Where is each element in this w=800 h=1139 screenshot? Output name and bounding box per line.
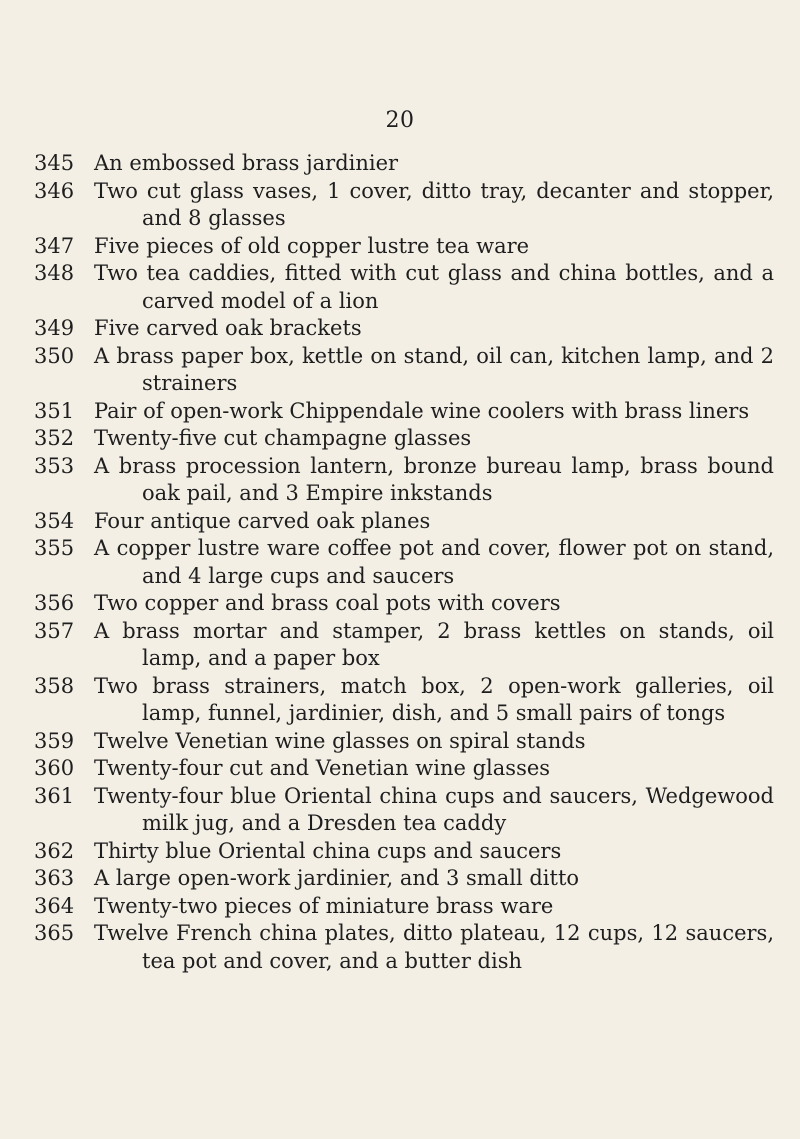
lot-description: Two tea caddies, fitted with cut glass and china bottles, and a carved model of a lion (94, 261, 774, 313)
lot-number: 361 (34, 783, 75, 808)
lot-number: 352 (34, 426, 75, 450)
lot-entry (34, 535, 774, 590)
lot-number: 353 (34, 453, 75, 478)
lot-number: 348 (34, 261, 75, 285)
lot-description: Two brass strainers, match box, 2 open-work galleries, oil lamp, funnel, jardinier, dish, and 5 small pairs of tongs (94, 673, 774, 725)
lot-description: Twelve French china plates, ditto plateau, 12 cups, 12 saucers, tea pot and cover, and a butter dish (94, 921, 774, 973)
lot-number: 345 (34, 151, 75, 175)
lot-entry (34, 673, 774, 728)
lot-number: 354 (34, 508, 75, 533)
page-number: 20 (385, 108, 415, 133)
lot-number: 360 (34, 756, 75, 780)
lot-entry (34, 343, 774, 398)
lot-entry (34, 865, 774, 893)
lot-number: 350 (34, 343, 75, 368)
lot-description: A large open-work jardinier, and 3 small ditto (94, 866, 580, 890)
lot-number: 358 (34, 673, 75, 698)
lot-description-wrap (94, 535, 774, 590)
lot-description-wrap (94, 783, 774, 838)
lot-description-wrap (94, 150, 774, 178)
lot-description-wrap (94, 920, 774, 975)
lot-entry (34, 425, 774, 453)
lot-description-wrap (94, 865, 774, 893)
lot-entry (34, 150, 774, 178)
lot-description: An embossed brass jardinier (94, 151, 399, 175)
lot-description: Twelve Venetian wine glasses on spiral stands (94, 728, 586, 753)
lot-number: 351 (34, 398, 75, 423)
lot-entry (34, 398, 774, 426)
lot-description-wrap (94, 893, 774, 921)
lot-entry (34, 783, 774, 838)
lot-description: Twenty-four cut and Venetian wine glasses (94, 756, 551, 780)
lot-entry (34, 508, 774, 536)
lot-description-wrap (94, 508, 774, 536)
lot-number: 363 (34, 866, 75, 890)
lot-description-wrap (94, 315, 774, 343)
lot-description-wrap (94, 233, 774, 261)
lot-description: A brass procession lantern, bronze bureau lamp, brass bound oak pail, and 3 Empire inkstands (94, 453, 774, 505)
lot-number: 355 (34, 536, 75, 560)
lot-description: Five carved oak brackets (94, 316, 362, 340)
lot-description-wrap (94, 755, 774, 783)
lot-number: 365 (34, 921, 75, 945)
lot-description-wrap (94, 453, 774, 508)
lot-description-wrap (94, 590, 774, 618)
lot-entry (34, 315, 774, 343)
lot-description-wrap (94, 343, 774, 398)
lot-description-wrap (94, 260, 774, 315)
lot-description: Two cut glass vases, 1 cover, ditto tray, decanter and stopper, and 8 glasses (94, 178, 774, 230)
lot-description: Twenty-four blue Oriental china cups and saucers, Wedgewood milk jug, and a Dresden tea caddy (94, 783, 774, 835)
lot-description: Two copper and brass coal pots with covers (94, 591, 561, 615)
lot-description-wrap (94, 838, 774, 866)
lot-number: 362 (34, 838, 75, 863)
lot-description-wrap (94, 398, 774, 426)
lot-entry (34, 618, 774, 673)
lot-description: A copper lustre ware coffee pot and cover, flower pot on stand, and 4 large cups and saucers (94, 536, 774, 588)
lot-number: 356 (34, 591, 75, 615)
lot-entry (34, 233, 774, 261)
lot-description: A brass paper box, kettle on stand, oil can, kitchen lamp, and 2 strainers (94, 343, 774, 395)
lot-entry (34, 893, 774, 921)
lot-number: 364 (34, 893, 75, 918)
lot-description: Pair of open-work Chippendale wine coolers with brass liners (94, 398, 750, 423)
lot-description: A brass mortar and stamper, 2 brass kettles on stands, oil lamp, and a paper box (94, 618, 774, 670)
lot-number: 359 (34, 728, 75, 753)
lot-description: Thirty blue Oriental china cups and saucers (94, 838, 562, 863)
lot-number: 357 (34, 618, 75, 643)
lot-description-wrap (94, 178, 774, 233)
lot-number: 347 (34, 233, 75, 258)
lot-entry (34, 755, 774, 783)
lot-entry (34, 590, 774, 618)
lot-number: 346 (34, 178, 75, 203)
lot-description-wrap (94, 618, 774, 673)
lot-number: 349 (34, 316, 75, 340)
lot-entry (34, 178, 774, 233)
lot-description: Five pieces of old copper lustre tea ware (94, 233, 530, 258)
lot-description-wrap (94, 728, 774, 756)
lot-description-wrap (94, 425, 774, 453)
lot-description: Twenty-two pieces of miniature brass ware (94, 893, 554, 918)
lot-description-wrap (94, 673, 774, 728)
lot-entry (34, 260, 774, 315)
lot-entry (34, 838, 774, 866)
lot-entry (34, 728, 774, 756)
lot-entry (34, 453, 774, 508)
lot-entry (34, 920, 774, 975)
lot-list (34, 150, 774, 975)
lot-description: Twenty-five cut champagne glasses (94, 426, 472, 450)
lot-description: Four antique carved oak planes (94, 508, 431, 533)
